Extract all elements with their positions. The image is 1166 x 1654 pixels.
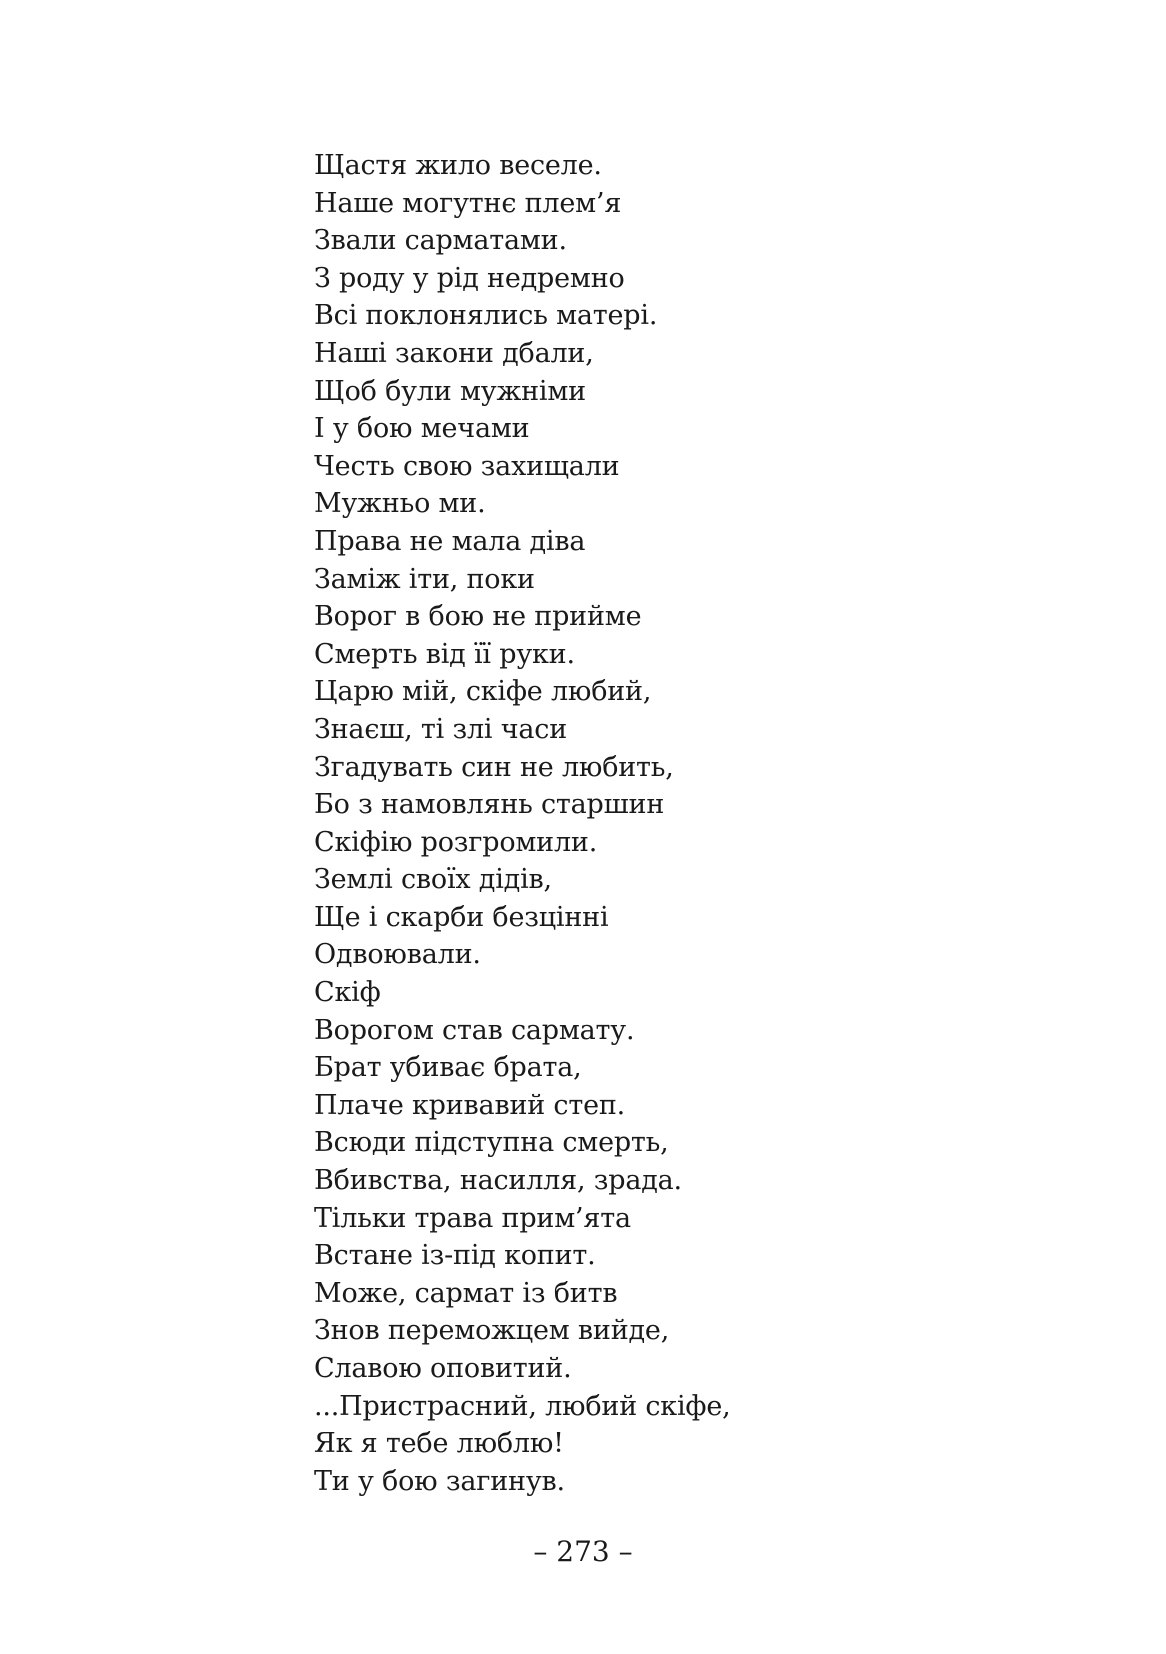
poem-line: Може, сармат із битв xyxy=(314,1277,618,1309)
poem-line: Плаче кривавий степ. xyxy=(314,1089,626,1121)
poem-line: Честь свою захищали xyxy=(314,450,620,482)
poem-line: Щастя жило веселе. xyxy=(314,150,602,181)
poem-line: І у бою мечами xyxy=(314,413,530,445)
poem-line: Землі своїх дідів, xyxy=(314,864,552,896)
poem-line: Ще і скарби безцінні xyxy=(314,901,609,933)
poem-line: Брат убиває брата, xyxy=(314,1052,582,1084)
poem-line: Знов переможцем вийде, xyxy=(314,1315,670,1347)
poem-line: Заміж іти, поки xyxy=(314,563,535,595)
poem-line: Скіф xyxy=(314,977,381,1009)
poem-line: Ворог в бою не прийме xyxy=(314,601,642,633)
poem-line: Згадувать син не любить, xyxy=(314,751,674,783)
poem-line: Як я тебе люблю! xyxy=(314,1428,564,1460)
poem-line: З роду у рід недремно xyxy=(314,262,625,294)
poem-line: Одвоювали. xyxy=(314,939,481,971)
poem-line: Ти у бою загинув. xyxy=(314,1465,565,1497)
poem-line: Наше могутнє плем’я xyxy=(314,187,622,219)
poem-text xyxy=(314,147,731,1500)
poem-line: Знаєш, ті злі часи xyxy=(314,713,568,745)
poem-line: Наші закони дбали, xyxy=(314,337,594,369)
poem-line: Вбивства, насилля, зрада. xyxy=(314,1165,682,1197)
poem-line: Смерть від її руки. xyxy=(314,638,575,670)
poem-line: Всі поклонялись матері. xyxy=(314,300,658,332)
poem-line: Щоб були мужніми xyxy=(314,375,586,407)
poem-line: Всюди підступна смерть, xyxy=(314,1127,669,1159)
poem-line: Тільки трава прим’ята xyxy=(314,1202,631,1234)
poem-line: Права не мала діва xyxy=(314,525,586,557)
poem-line: Скіфію розгромили. xyxy=(314,826,598,858)
poem-line: Царю мій, скіфе любий, xyxy=(314,676,652,708)
poem-line: Бо з намовлянь старшин xyxy=(314,789,665,821)
poem-line: Славою оповитий. xyxy=(314,1353,572,1384)
poem-line: Мужньо ми. xyxy=(314,488,486,520)
poem-line: ...Пристрасний, любий скіфе, xyxy=(314,1390,731,1422)
poem-line: Ворогом став сармату. xyxy=(314,1014,635,1046)
poem-line: Встане із-під копит. xyxy=(314,1240,596,1272)
page-number: – 273 – xyxy=(533,1535,633,1568)
poem-line: Звали сарматами. xyxy=(314,225,567,257)
